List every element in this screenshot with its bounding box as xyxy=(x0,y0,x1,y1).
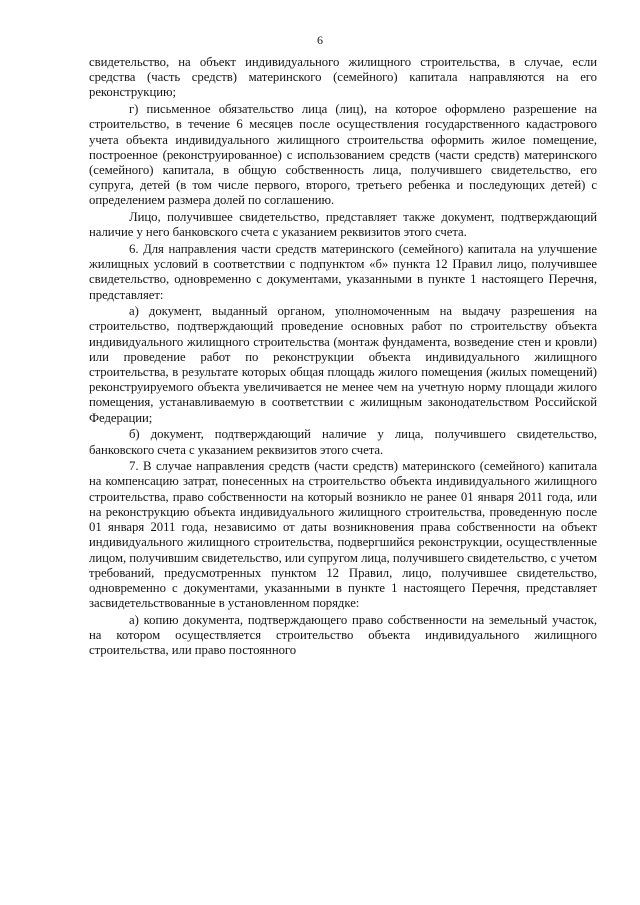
paragraph-item-g: г) письменное обязательство лица (лиц), на которое оформлено разрешение на строительство, в течение 6 месяцев после осуществления государственного кадастрового учета объекта индивидуального жилищного строительства оформить жилое помещение, построенное (реконструированное) с использованием средств (части средств) материнского (семейного) капитала, в общую собственность лица, получившего свидетельство, его супруга, детей (в том числе первого, второго, третьего ребенка и последующих детей) с определением размера долей по соглашению. xyxy=(89,102,597,208)
paragraph-item-a-land: а) копию документа, подтверждающего право собственности на земельный участок, на котором осуществляется строительство объекта индивидуального жилищного строительства, или право постоянного xyxy=(89,612,597,658)
paragraph-section-7: 7. В случае направления средств (части средств) материнского (семейного) капитала на компенсацию затрат, понесенных на строительство объекта индивидуального жилищного строительства, право собственности на который возникло не ранее 01 января 2011 года, или на реконструкцию объекта индивидуального жилищного строительства, проведенную после 01 января 2011 года, независимо от даты возникновения права собственности на объект индивидуального жилищного строительства, подвергшийся реконструкции, осуществленные лицом, получившим свидетельство, или супругом лица, получившего свидетельство, с учетом требований, предусмотренных пунктом 12 Правил, лицо, получившее свидетельство, одновременно с документами, указанными в пункте 1 настоящего Перечня, представляет засвидетельствованные в установленном порядке: xyxy=(89,459,597,611)
page-number: 6 xyxy=(317,33,323,47)
paragraph-continuation: свидетельство, на объект индивидуального жилищного строительства, в случае, если средства (часть средств) материнского (семейного) капитала направляются на его реконструкцию; xyxy=(89,55,597,100)
paragraph-item-b: б) документ, подтверждающий наличие у лица, получившего свидетельство, банковского счета с указанием реквизитов этого счета. xyxy=(89,427,597,457)
document-body xyxy=(89,55,597,660)
paragraph-bank-account: Лицо, получившее свидетельство, представляет также документ, подтверждающий наличие у него банковского счета с указанием реквизитов этого счета. xyxy=(89,210,597,240)
paragraph-section-6: 6. Для направления части средств материнского (семейного) капитала на улучшение жилищных условий в соответствии с подпунктом «б» пункта 12 Правил лицо, получившее свидетельство, одновременно с документами, указанными в пункте 1 настоящего Перечня, представляет: xyxy=(89,241,597,302)
paragraph-item-a: а) документ, выданный органом, уполномоченным на выдачу разрешения на строительство, подтверждающий проведение основных работ по строительству объекта индивидуального жилищного строительства (монтаж фундамента, возведение стен и кровли) или проведение работ по реконструкции объекта индивидуального жилищного строительства, в результате которых общая площадь жилого помещения (жилых помещений) реконструируемого объекта увеличивается не менее чем на учетную норму площади жилого помещения, устанавливаемую в соответствии с жилищным законодательством Российской Федерации; xyxy=(89,304,597,425)
